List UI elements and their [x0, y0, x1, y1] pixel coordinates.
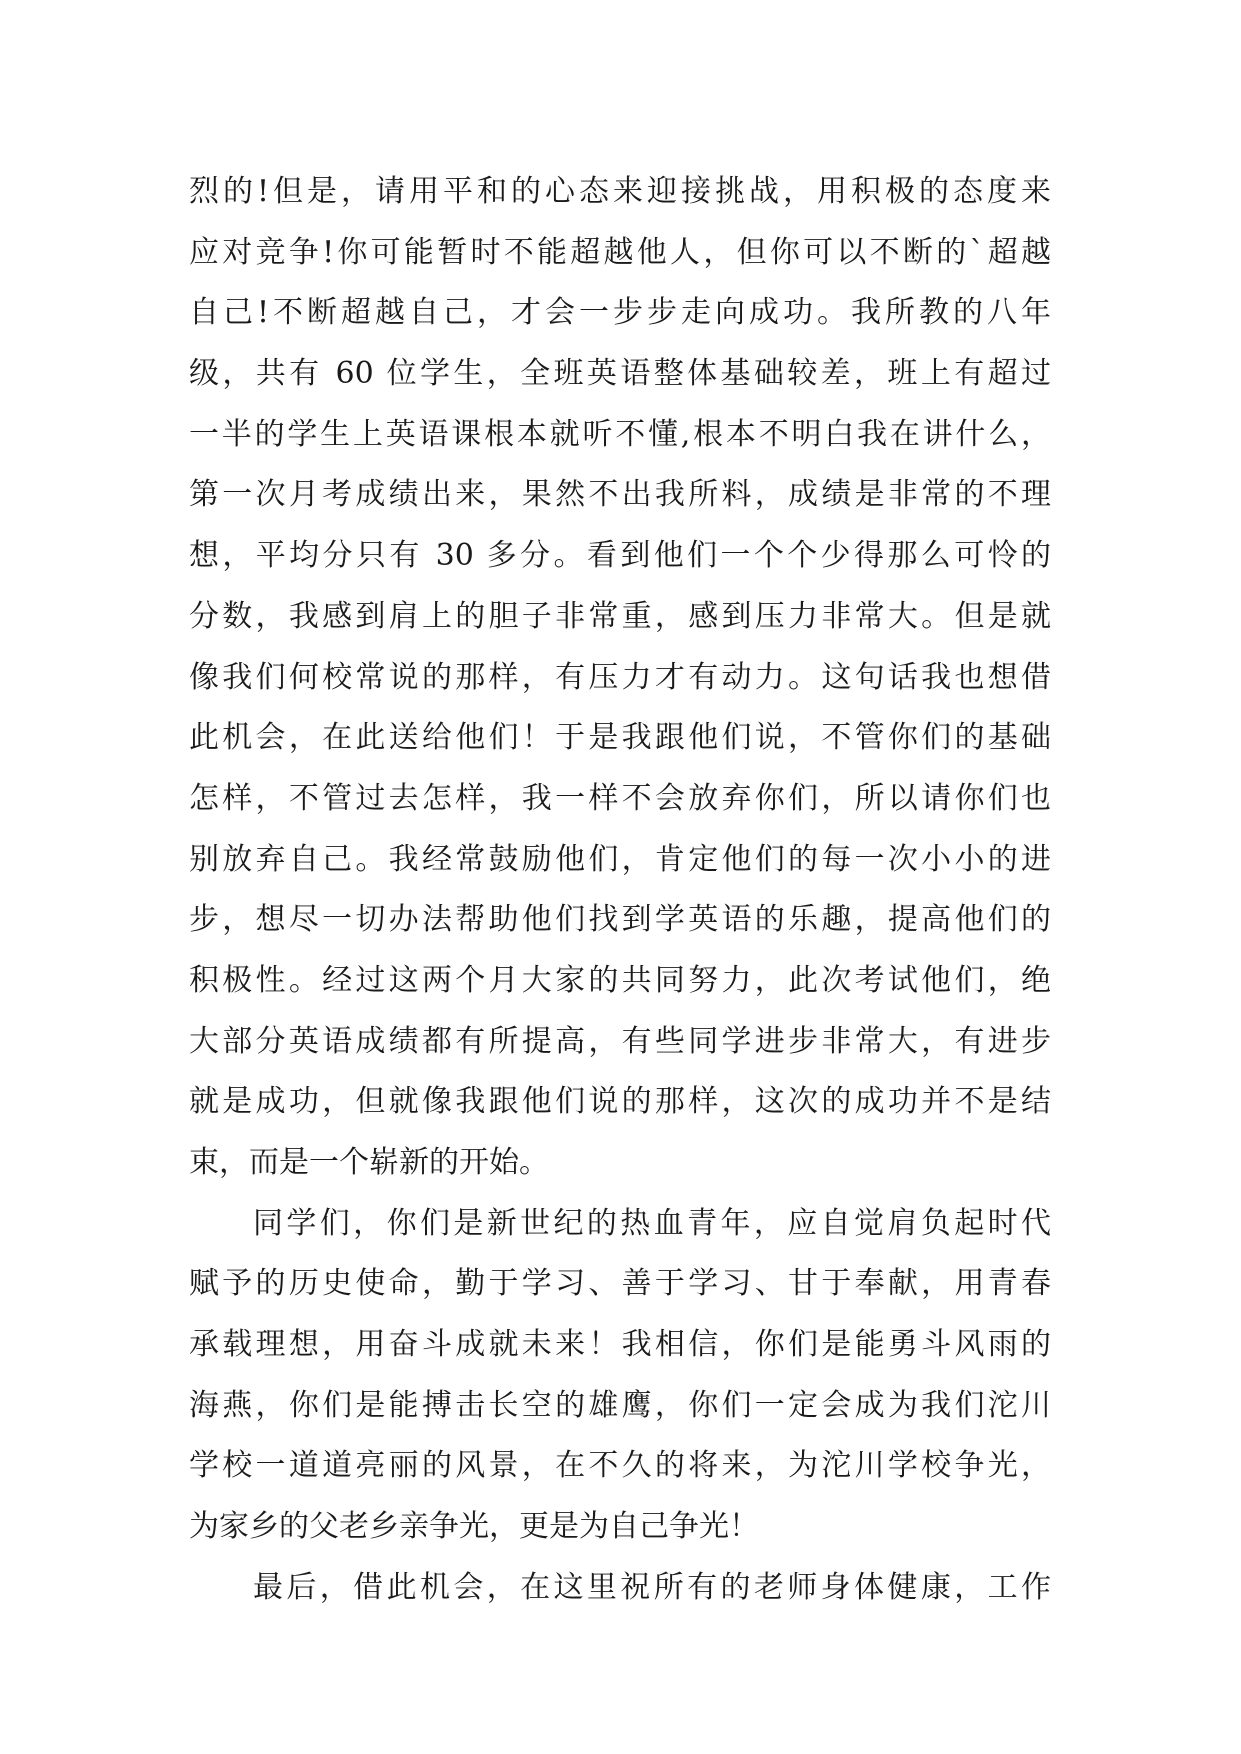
text-line: 别放弃自己。我经常鼓励他们，肯定他们的每一次小小的进 — [189, 841, 1051, 877]
text-line: 赋予的历史使命，勤于学习、善于学习、甘于奉献，用青春 — [189, 1266, 1051, 1302]
text-line: 积极性。经过这两个月大家的共同努力，此次考试他们，绝 — [189, 962, 1051, 998]
text-line: 海燕，你们是能搏击长空的雄鹰，你们一定会成为我们沱川 — [189, 1387, 1051, 1423]
paragraph-first-line: 同学们，你们是新世纪的热血青年，应自觉肩负起时代 — [253, 1205, 1051, 1241]
text-line: 为家乡的父老乡亲争光，更是为自己争光！ — [189, 1509, 759, 1545]
text-line: 学校一道道亮丽的风景，在不久的将来，为沱川学校争光， — [189, 1448, 1051, 1484]
text-line: 想，平均分只有 30 多分。看到他们一个个少得那么可怜的 — [189, 538, 1051, 574]
text-line: 此机会，在此送给他们！于是我跟他们说，不管你们的基础 — [189, 720, 1051, 756]
text-line: 承载理想，用奋斗成就未来！我相信，你们是能勇斗风雨的 — [189, 1327, 1051, 1363]
text-line: 应对竞争!你可能暂时不能超越他人，但你可以不断的`超越 — [189, 234, 1051, 270]
text-line: 分数，我感到肩上的胆子非常重，感到压力非常大。但是就 — [189, 598, 1051, 634]
text-line: 自己!不断超越自己，才会一步步走向成功。我所教的八年 — [189, 295, 1051, 331]
text-line: 怎样，不管过去怎样，我一样不会放弃你们，所以请你们也 — [189, 780, 1051, 816]
text-line: 级，共有 60 位学生，全班英语整体基础较差，班上有超过 — [189, 356, 1051, 392]
text-line: 步，想尽一切办法帮助他们找到学英语的乐趣，提高他们的 — [189, 902, 1051, 938]
text-line: 束，而是一个崭新的开始。 — [189, 1145, 549, 1180]
paragraph-first-line: 最后，借此机会，在这里祝所有的老师身体健康，工作 — [253, 1569, 1051, 1605]
text-line: 一半的学生上英语课根本就听不懂,根本不明白我在讲什么， — [189, 416, 1051, 452]
document-body — [189, 162, 1051, 1619]
text-line: 第一次月考成绩出来，果然不出我所料，成绩是非常的不理 — [189, 477, 1051, 513]
text-line: 像我们何校常说的那样，有压力才有动力。这句话我也想借 — [189, 659, 1051, 695]
text-line: 就是成功，但就像我跟他们说的那样，这次的成功并不是结 — [189, 1084, 1051, 1120]
text-line: 大部分英语成绩都有所提高，有些同学进步非常大，有进步 — [189, 1023, 1051, 1059]
text-line: 烈的!但是，请用平和的心态来迎接挑战，用积极的态度来 — [189, 174, 1051, 209]
